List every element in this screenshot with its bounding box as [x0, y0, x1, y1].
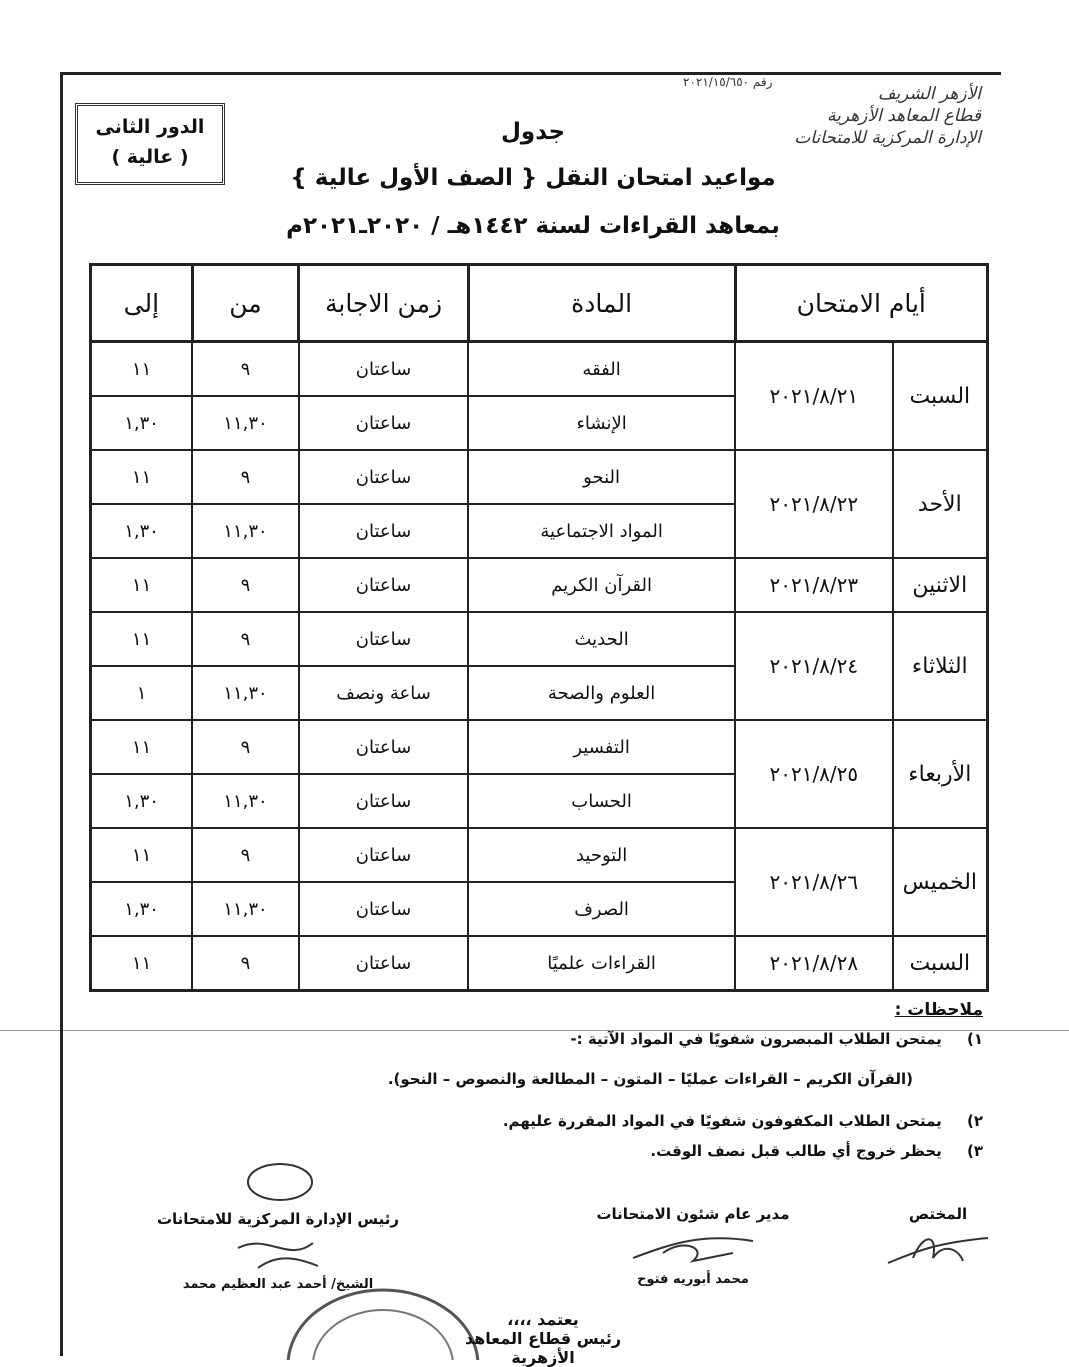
- day-cell: الأربعاء: [893, 720, 988, 828]
- duration-cell: ساعتان: [299, 450, 468, 504]
- round-label: الدور الثانى: [95, 116, 205, 138]
- notes-section: [293, 1000, 983, 1172]
- signature-exam-director: [583, 1205, 803, 1287]
- signature-name: محمد أبوريه فتوح: [637, 1272, 749, 1287]
- to-cell: ١,٣٠: [91, 774, 193, 828]
- header-days: أيام الامتحان: [735, 265, 987, 342]
- schedule-table: [89, 263, 989, 992]
- note-text: يمتحن الطلاب المبصرون شفويًا في المواد الآتية :-: [570, 1030, 942, 1048]
- date-cell: ٢٠٢١/٨/٢٥: [735, 720, 893, 828]
- duration-cell: ساعتان: [299, 504, 468, 558]
- day-cell: الاثنين: [893, 558, 988, 612]
- note-item: [293, 1030, 983, 1048]
- duration-cell: ساعة ونصف: [299, 666, 468, 720]
- date-cell: ٢٠٢١/٨/٢٨: [735, 936, 893, 991]
- note-item: [293, 1142, 983, 1160]
- subject-cell: الحديث: [468, 612, 735, 666]
- to-cell: ١,٣٠: [91, 882, 193, 936]
- day-cell: السبت: [893, 936, 988, 991]
- table-row: [91, 612, 988, 666]
- header-duration: زمن الاجابة: [299, 265, 468, 342]
- duration-cell: ساعتان: [299, 558, 468, 612]
- date-cell: ٢٠٢١/٨/٢١: [735, 342, 893, 451]
- table-row: [91, 342, 988, 397]
- approval-block: [443, 1310, 643, 1367]
- to-cell: ١١: [91, 936, 193, 991]
- from-cell: ١١,٣٠: [192, 396, 299, 450]
- to-cell: ١١: [91, 342, 193, 397]
- note-item: [293, 1112, 983, 1130]
- day-cell: الثلاثاء: [893, 612, 988, 720]
- signature-name: الشيخ/ أحمد عبد العظيم محمد: [182, 1277, 374, 1292]
- org-line: الإدارة المركزية للامتحانات: [794, 128, 981, 148]
- note-number: ١): [966, 1030, 983, 1048]
- table-row: [91, 936, 988, 991]
- subject-cell: القراءات علميًا: [468, 936, 735, 991]
- to-cell: ١,٣٠: [91, 396, 193, 450]
- day-cell: السبت: [893, 342, 988, 451]
- to-cell: ١١: [91, 450, 193, 504]
- date-cell: ٢٠٢١/٨/٢٣: [735, 558, 893, 612]
- note-number: ٣): [966, 1142, 983, 1160]
- duration-cell: ساعتان: [299, 828, 468, 882]
- duration-cell: ساعتان: [299, 774, 468, 828]
- org-line: قطاع المعاهد الأزهرية: [826, 106, 981, 126]
- from-cell: ١١,٣٠: [192, 666, 299, 720]
- handwritten-signature-icon: [883, 1223, 993, 1273]
- approval-label: يعتمد ،،،،: [507, 1310, 579, 1329]
- table-header-row: [91, 265, 988, 342]
- date-cell: ٢٠٢١/٨/٢٢: [735, 450, 893, 558]
- day-cell: الأحد: [893, 450, 988, 558]
- signature-title: رئيس الإدارة المركزية للامتحانات: [156, 1210, 400, 1228]
- notes-heading: ملاحظات :: [894, 1000, 983, 1020]
- from-cell: ٩: [192, 450, 299, 504]
- doc-subtitle: مواعيد امتحان النقل { الصف الأول عالية }: [290, 165, 776, 191]
- to-cell: ١: [91, 666, 193, 720]
- subject-cell: المواد الاجتماعية: [468, 504, 735, 558]
- doc-subtitle-year: بمعاهد القراءات لسنة ١٤٤٢هـ / ٢٠٢٠ـ٢٠٢١م: [286, 213, 780, 239]
- header-from: من: [192, 265, 299, 342]
- from-cell: ٩: [192, 936, 299, 991]
- ref-value: ٢٠٢١/١٥/٦٥٠: [683, 75, 750, 89]
- from-cell: ٩: [192, 828, 299, 882]
- from-cell: ٩: [192, 720, 299, 774]
- from-cell: ١١,٣٠: [192, 504, 299, 558]
- duration-cell: ساعتان: [299, 396, 468, 450]
- table-row: [91, 720, 988, 774]
- table-row: [91, 450, 988, 504]
- to-cell: ١١: [91, 558, 193, 612]
- subject-cell: العلوم والصحة: [468, 666, 735, 720]
- note-number: ٢): [966, 1112, 983, 1130]
- date-cell: ٢٠٢١/٨/٢٤: [735, 612, 893, 720]
- duration-cell: ساعتان: [299, 342, 468, 397]
- signature-title: المختص: [908, 1205, 968, 1223]
- date-cell: ٢٠٢١/٨/٢٦: [735, 828, 893, 936]
- duration-cell: ساعتان: [299, 882, 468, 936]
- signature-specialist: [883, 1205, 993, 1277]
- from-cell: ١١,٣٠: [192, 882, 299, 936]
- subject-cell: التفسير: [468, 720, 735, 774]
- subject-cell: النحو: [468, 450, 735, 504]
- header-to: إلى: [91, 265, 193, 342]
- handwritten-signature-icon: [613, 1223, 773, 1268]
- circle-mark-icon: [245, 1162, 315, 1202]
- subject-cell: الفقه: [468, 342, 735, 397]
- from-cell: ١١,٣٠: [192, 774, 299, 828]
- to-cell: ١١: [91, 720, 193, 774]
- note-text: يحظر خروج أي طالب قبل نصف الوقت.: [650, 1142, 942, 1160]
- subject-cell: الصرف: [468, 882, 735, 936]
- table-row: [91, 828, 988, 882]
- header-subject: المادة: [468, 265, 735, 342]
- from-cell: ٩: [192, 612, 299, 666]
- to-cell: ١١: [91, 828, 193, 882]
- doc-title: جدول: [500, 119, 566, 145]
- subject-cell: القرآن الكريم: [468, 558, 735, 612]
- duration-cell: ساعتان: [299, 720, 468, 774]
- from-cell: ٩: [192, 558, 299, 612]
- handwritten-signature-icon: [218, 1228, 338, 1273]
- subject-cell: الإنشاء: [468, 396, 735, 450]
- from-cell: ٩: [192, 342, 299, 397]
- day-cell: الخميس: [893, 828, 988, 936]
- duration-cell: ساعتان: [299, 612, 468, 666]
- note-text: يمتحن الطلاب المكفوفون شفويًا في المواد المقررة عليهم.: [502, 1112, 942, 1130]
- ref-label: رقم: [752, 75, 773, 89]
- duration-cell: ساعتان: [299, 936, 468, 991]
- round-level: ( عالية ): [111, 146, 189, 168]
- approval-title: رئيس قطاع المعاهد الأزهرية: [464, 1329, 622, 1367]
- subject-cell: الحساب: [468, 774, 735, 828]
- to-cell: ١,٣٠: [91, 504, 193, 558]
- table-row: [91, 558, 988, 612]
- subject-cell: التوحيد: [468, 828, 735, 882]
- exam-schedule-document: [60, 72, 1001, 1367]
- signature-title: مدير عام شئون الامتحانات: [596, 1205, 790, 1223]
- org-line: الأزهر الشريف: [877, 84, 981, 104]
- to-cell: ١١: [91, 612, 193, 666]
- oral-subjects-list: (القرآن الكريم – القراءات عمليًا – المتون – المطالعة والنصوص – النحو).: [387, 1070, 913, 1088]
- round-box: [75, 103, 225, 185]
